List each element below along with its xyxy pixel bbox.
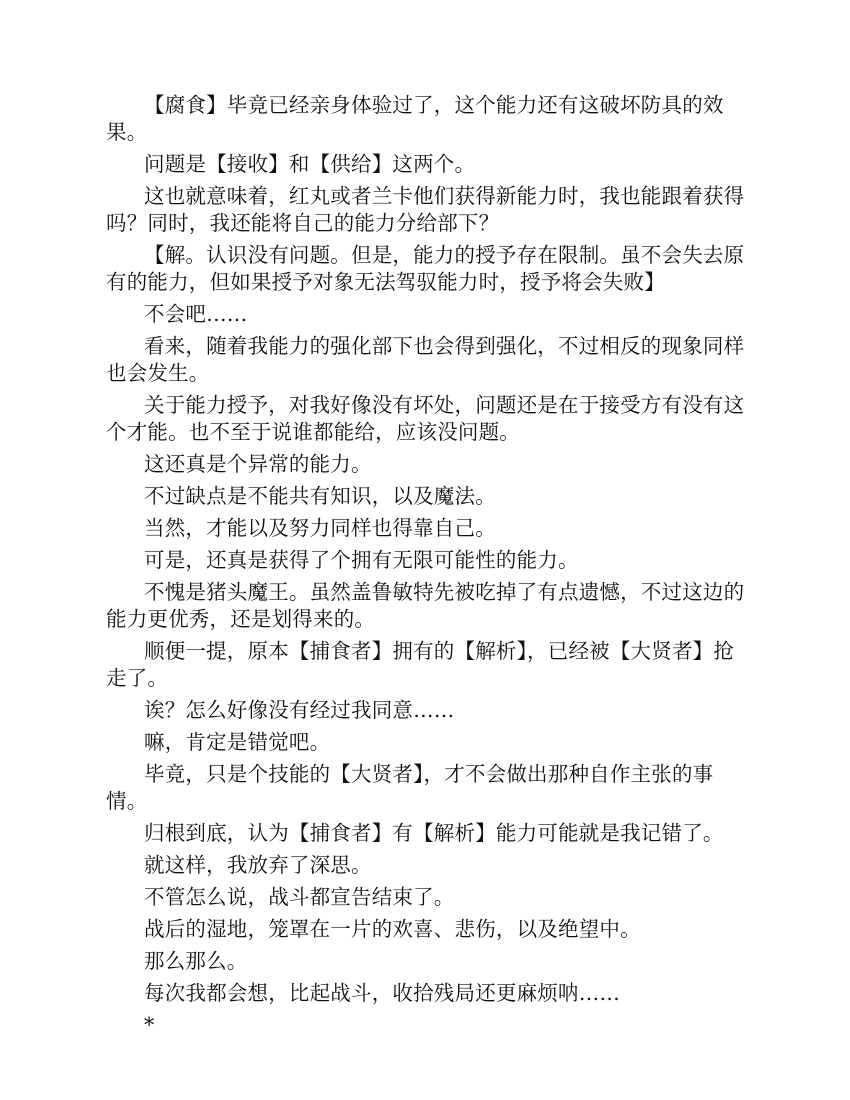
- paragraph: 不会吧……: [144, 302, 248, 326]
- paragraph: 归根到底，认为【捕食者】有【解析】能力可能就是我记错了。: [144, 821, 724, 845]
- document-body: [106, 92, 752, 1044]
- paragraph: 那么那么。: [144, 949, 248, 973]
- section-separator: *: [144, 1013, 155, 1037]
- paragraph: 问题是【接收】和【供给】这两个。: [144, 152, 476, 176]
- paragraph: 战后的湿地，笼罩在一片的欢喜、悲伤，以及绝望中。: [144, 917, 641, 941]
- paragraph: 这也就意味着，红丸或者兰卡他们获得新能力时，我也能跟着获得吗？同时，我还能将自己的能力分给部下？: [106, 184, 745, 235]
- paragraph: 不过缺点是不能共有知识，以及魔法。: [144, 484, 496, 508]
- paragraph: 不愧是猪头魔王。虽然盖鲁敏特先被吃掉了有点遗憾，不过这边的能力更优秀，还是划得来的。: [106, 580, 745, 631]
- paragraph: 这还真是个异常的能力。: [144, 452, 372, 476]
- paragraph: 不管怎么说，战斗都宣告结束了。: [144, 885, 455, 909]
- paragraph: 诶？怎么好像没有经过我同意……: [144, 698, 455, 722]
- paragraph: 就这样，我放弃了深思。: [144, 853, 372, 877]
- paragraph: 看来，随着我能力的强化部下也会得到强化，不过相反的现象同样也会发生。: [106, 334, 745, 385]
- paragraph: 毕竟，只是个技能的【大贤者】，才不会做出那种自作主张的事情。: [106, 762, 714, 813]
- paragraph: 每次我都会想，比起战斗，收拾残局还更麻烦呐……: [144, 981, 621, 1005]
- paragraph: 关于能力授予，对我好像没有坏处，问题还是在于接受方有没有这个才能。也不至于说谁都能给，应该没问题。: [106, 393, 745, 444]
- paragraph: 【解。认识没有问题。但是，能力的授予存在限制。虽不会失去原有的能力，但如果授予对象无法驾驭能力时，授予将会失败】: [106, 243, 745, 294]
- paragraph: 嘛，肯定是错觉吧。: [144, 730, 331, 754]
- paragraph: 顺便一提，原本【捕食者】拥有的【解析】，已经被【大贤者】抢走了。: [106, 639, 735, 690]
- paragraph: 【腐食】毕竟已经亲身体验过了，这个能力还有这破坏防具的效果。: [106, 93, 724, 144]
- paragraph: 可是，还真是获得了个拥有无限可能性的能力。: [144, 548, 579, 572]
- paragraph: 当然，才能以及努力同样也得靠自己。: [144, 516, 496, 540]
